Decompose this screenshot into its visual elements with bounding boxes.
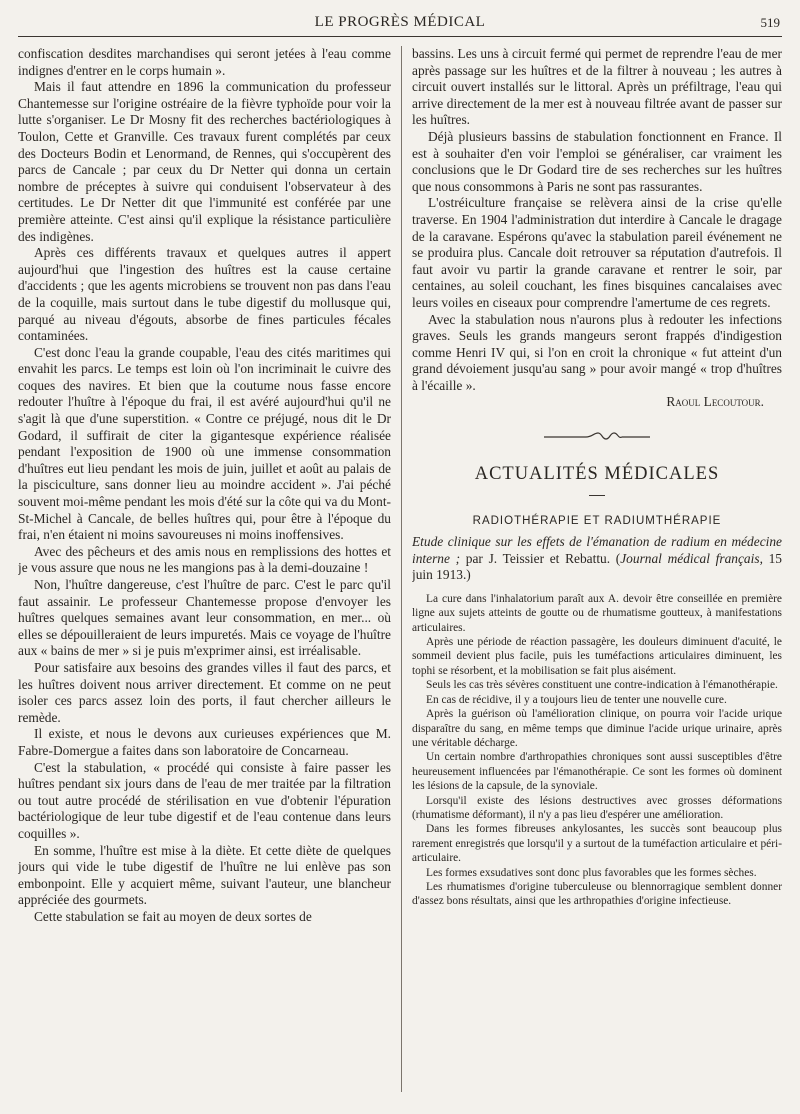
paragraph: Il existe, et nous le devons aux curieuses expériences que M. Fabre-Domergue a faites dans son laboratoire de Concarneau.	[18, 726, 391, 758]
paragraph: Cette stabulation se fait au moyen de deux sortes de	[34, 908, 312, 924]
paragraph: Déjà plusieurs bassins de stabulation fonctionnent en France. Il est à souhaiter d'en voir l'emploi se généraliser, car vraiment les conclusions que le Dr Godard tire de ses recherches sur les huîtres que nous consommons à Paris ne sont pas rassurantes.	[412, 128, 782, 194]
paragraph: C'est donc l'eau la grande coupable, l'eau des cités maritimes qui envahit les parcs. Le temps est loin où l'on incriminait le cuivre des coques des navires. Et bien que la coutume nous fasse encore redouter l'huître à l'époque du frai, il est avéré aujourd'hui qu'il ne s'agit là que d'une superstition. « Contre ce préjugé, nous dit le Dr Godard, il suffirait de citer la gigantesque expérience réalisée pendant l'exposition de 1900 où une immense consommation d'huîtres eut lieu pendant les mois de juin, juillet et août au palais de la pisciculture, sans donner lieu au moindre accident ». J'ai péché souvent moi-même pendant les mois d'été sur la côte qui va du Mont-St-Michel à Cancale, de belles huîtres qui, pour être à l'époque du frai, n'en étaient ni moins savoureuses ni moins inoffensives.	[18, 344, 391, 543]
paragraph: Mais il faut attendre en 1896 la communication du professeur Chantemesse sur l'origine ostréaire de la fièvre typhoïde pour voir la lutte s'organiser. Le Dr Mosny fit des recherches bactériologiques à Toulon, Cette et Granville. Ces travaux furent complétés par ceux des Docteurs Bodin et Lenormand, de Rennes, qui s'occupèrent des parcs de Cancale ; par ceux du Dr Netter qui donna un certain nombre de préceptes à suivre qui conduisent l'observateur à des certitudes. Le Dr Netter dit que l'immunité est conférée par une première atteinte. C'est ainsi qu'il explique la résistance particulière des indigènes.	[18, 79, 391, 244]
article-title: Etude clinique sur les effets de l'émanation de radium en médecine interne ;	[412, 534, 782, 566]
paragraph: Après ces différents travaux et quelques autres il appert aujourd'hui que l'ingestion des huîtres est la cause certaine d'accidents ; que les agents microbiens se trouvent non pas dans l'eau de la coquille, mais surtout dans le tube digestif du mollusque qui, parqué au niveau d'égouts, absorbe de fines particules fécales contaminées.	[18, 245, 391, 344]
left-column	[18, 46, 391, 1106]
article-journal: Journal médical français	[620, 550, 760, 566]
article-paragraph: Lorsqu'il existe des lésions destructives avec grosses déformations (rhumatisme déformant), il n'y a pas lieu d'espérer une amélioration.	[412, 794, 782, 821]
section-title: ACTUALITÉS MÉDICALES	[474, 464, 720, 485]
paragraph: bassins. Les uns à circuit fermé qui permet de reprendre l'eau de mer après passage sur les huîtres et de la filtrer à nouveau ; les autres à circuit ouvert installés sur le littoral. Après un préfiltrage, l'eau qui arrive directement de la mer est à nouveau filtrée avant de passer sur les huîtres.	[412, 46, 782, 128]
article-authors: par J. Teissier et Rebattu. (	[460, 550, 621, 566]
article-paragraph: Seuls les cas très sévères constituent une contre-indication à l'émanothérapie.	[426, 679, 778, 692]
author-signature: Raoul Lecoutour.	[666, 394, 764, 410]
paragraph: C'est la stabulation, « procédé qui consiste à faire passer les huîtres pendant six jours dans de l'eau de mer traitée par la filtration ou tout autre procédé de stérilisation en vue d'obtenir l'épuration bactériologique de leur tube digestif et de l'eau contenue dans leurs coquilles ».	[18, 759, 391, 841]
paragraph: Avec des pêcheurs et des amis nous en remplissions des hottes et je vous assure que nous ne les mangions pas à la demi-douzaine !	[18, 543, 391, 576]
column-divider	[401, 46, 402, 1092]
article-paragraph: Après la guérison où l'amélioration clinique, on pourra voir l'acide urique disparaître du sang, en même temps que diminue l'acide urique urinaire, après une véritable décharge.	[412, 708, 782, 749]
article-paragraph: La cure dans l'inhalatorium paraît aux A. devoir être conseillée en première ligne aux sujets atteints de goutte ou de rhumatisme goutteux, à manifestations articulaires.	[412, 592, 782, 634]
page-header	[18, 12, 782, 37]
article-heading	[412, 534, 782, 584]
article-paragraph: Un certain nombre d'arthropathies chroniques sont aussi susceptibles d'être heureusement influencées par l'émanothérapie. Ce sont les formes où dominent les lésions de la capsule, de la synoviale.	[412, 751, 782, 793]
article-paragraph: En cas de récidive, il y a toujours lieu de tenter une nouvelle cure.	[426, 693, 727, 706]
article-paragraph: Les formes exsudatives sont donc plus favorables que les formes sèches.	[426, 866, 757, 879]
paragraph: Pour satisfaire aux besoins des grandes villes il faut des parcs, et les huîtres doivent nous arriver directement. Et comme on ne peut isoler ces parcs assez loin des ports, il faut chercher ailleurs le remède.	[18, 659, 391, 725]
subsection-title: RADIOTHÉRAPIE ET RADIUMTHÉRAPIE	[472, 515, 722, 528]
paragraph: confiscation desdites marchandises qui seront jetées à l'eau comme indignes d'entrer en le corps humain ».	[18, 46, 391, 78]
paragraph: L'ostréiculture française se relèvera ainsi de la crise qu'elle traverse. En 1904 l'administration dut interdire à Cancale le dragage de la caravane. Espérons qu'avec la stabulation pareil événement ne se produira plus. Cancale doit retrouver sa réputation d'autrefois. Il faut avoir vu partir la grande caravane et rentrer le soir, par centaines, au soleil couchant, les fines bisquines cancalaises avec leurs voiles en ciseaux pour comprendre l'amertume de ces regrets.	[412, 195, 782, 310]
article-paragraph: Après une période de réaction passagère, les douleurs diminuent d'acuité, le sommeil devient plus facile, puis les tuméfactions articulaires diminuent, les tophi se résorbent, et la mobilisation se fait plus aisément.	[412, 636, 782, 677]
paragraph: En somme, l'huître est mise à la diète. Et cette diète de quelques jours qui vide le tube digestif de l'huître ne lui enlève pas son embonpoint. Elle y acquiert même, suivant l'auteur, une blancheur appréciée des gourmets.	[18, 842, 391, 908]
paragraph: Avec la stabulation nous n'aurons plus à redouter les infections graves. Seuls les grands mangeurs seront frappés d'indigestion comme Henri IV qui, si l'on en croit la chronique « fut atteint d'un grand dévoiement jusqu'au sang » pour avoir mangé « trop d'huîtres à l'écaille ».	[412, 311, 782, 393]
page-number: 519	[760, 15, 780, 30]
article-date: , 15 juin 1913.)	[412, 550, 782, 583]
article-paragraph: Dans les formes fibreuses ankylosantes, les succès sont beaucoup plus rarement enregistrés que lorsqu'il y a surtout de la tuméfaction articulaire et péri-articulaire.	[412, 823, 782, 865]
journal-title: LE PROGRÈS MÉDICAL	[314, 14, 486, 30]
paragraph: Non, l'huître dangereuse, c'est l'huître de parc. C'est le parc qu'il faut assainir. Le professeur Chantemesse propose d'envoyer les huîtres quelques semaines avant leur consommation, en mer... où elles se dépouilleraient de leurs impuretés. Mais ce voyage de l'huître aux « bains de mer » si je puis m'exprimer ainsi, est irréalisable.	[18, 577, 391, 659]
article-paragraph: Les rhumatismes d'origine tuberculeuse ou blennorragique semblent donner d'assez bons résultats, ainsi que les arthropathies d'origine infectieuse.	[412, 880, 782, 908]
decorative-flourish	[412, 429, 782, 443]
section-divider	[589, 495, 605, 496]
right-column	[412, 46, 782, 1106]
